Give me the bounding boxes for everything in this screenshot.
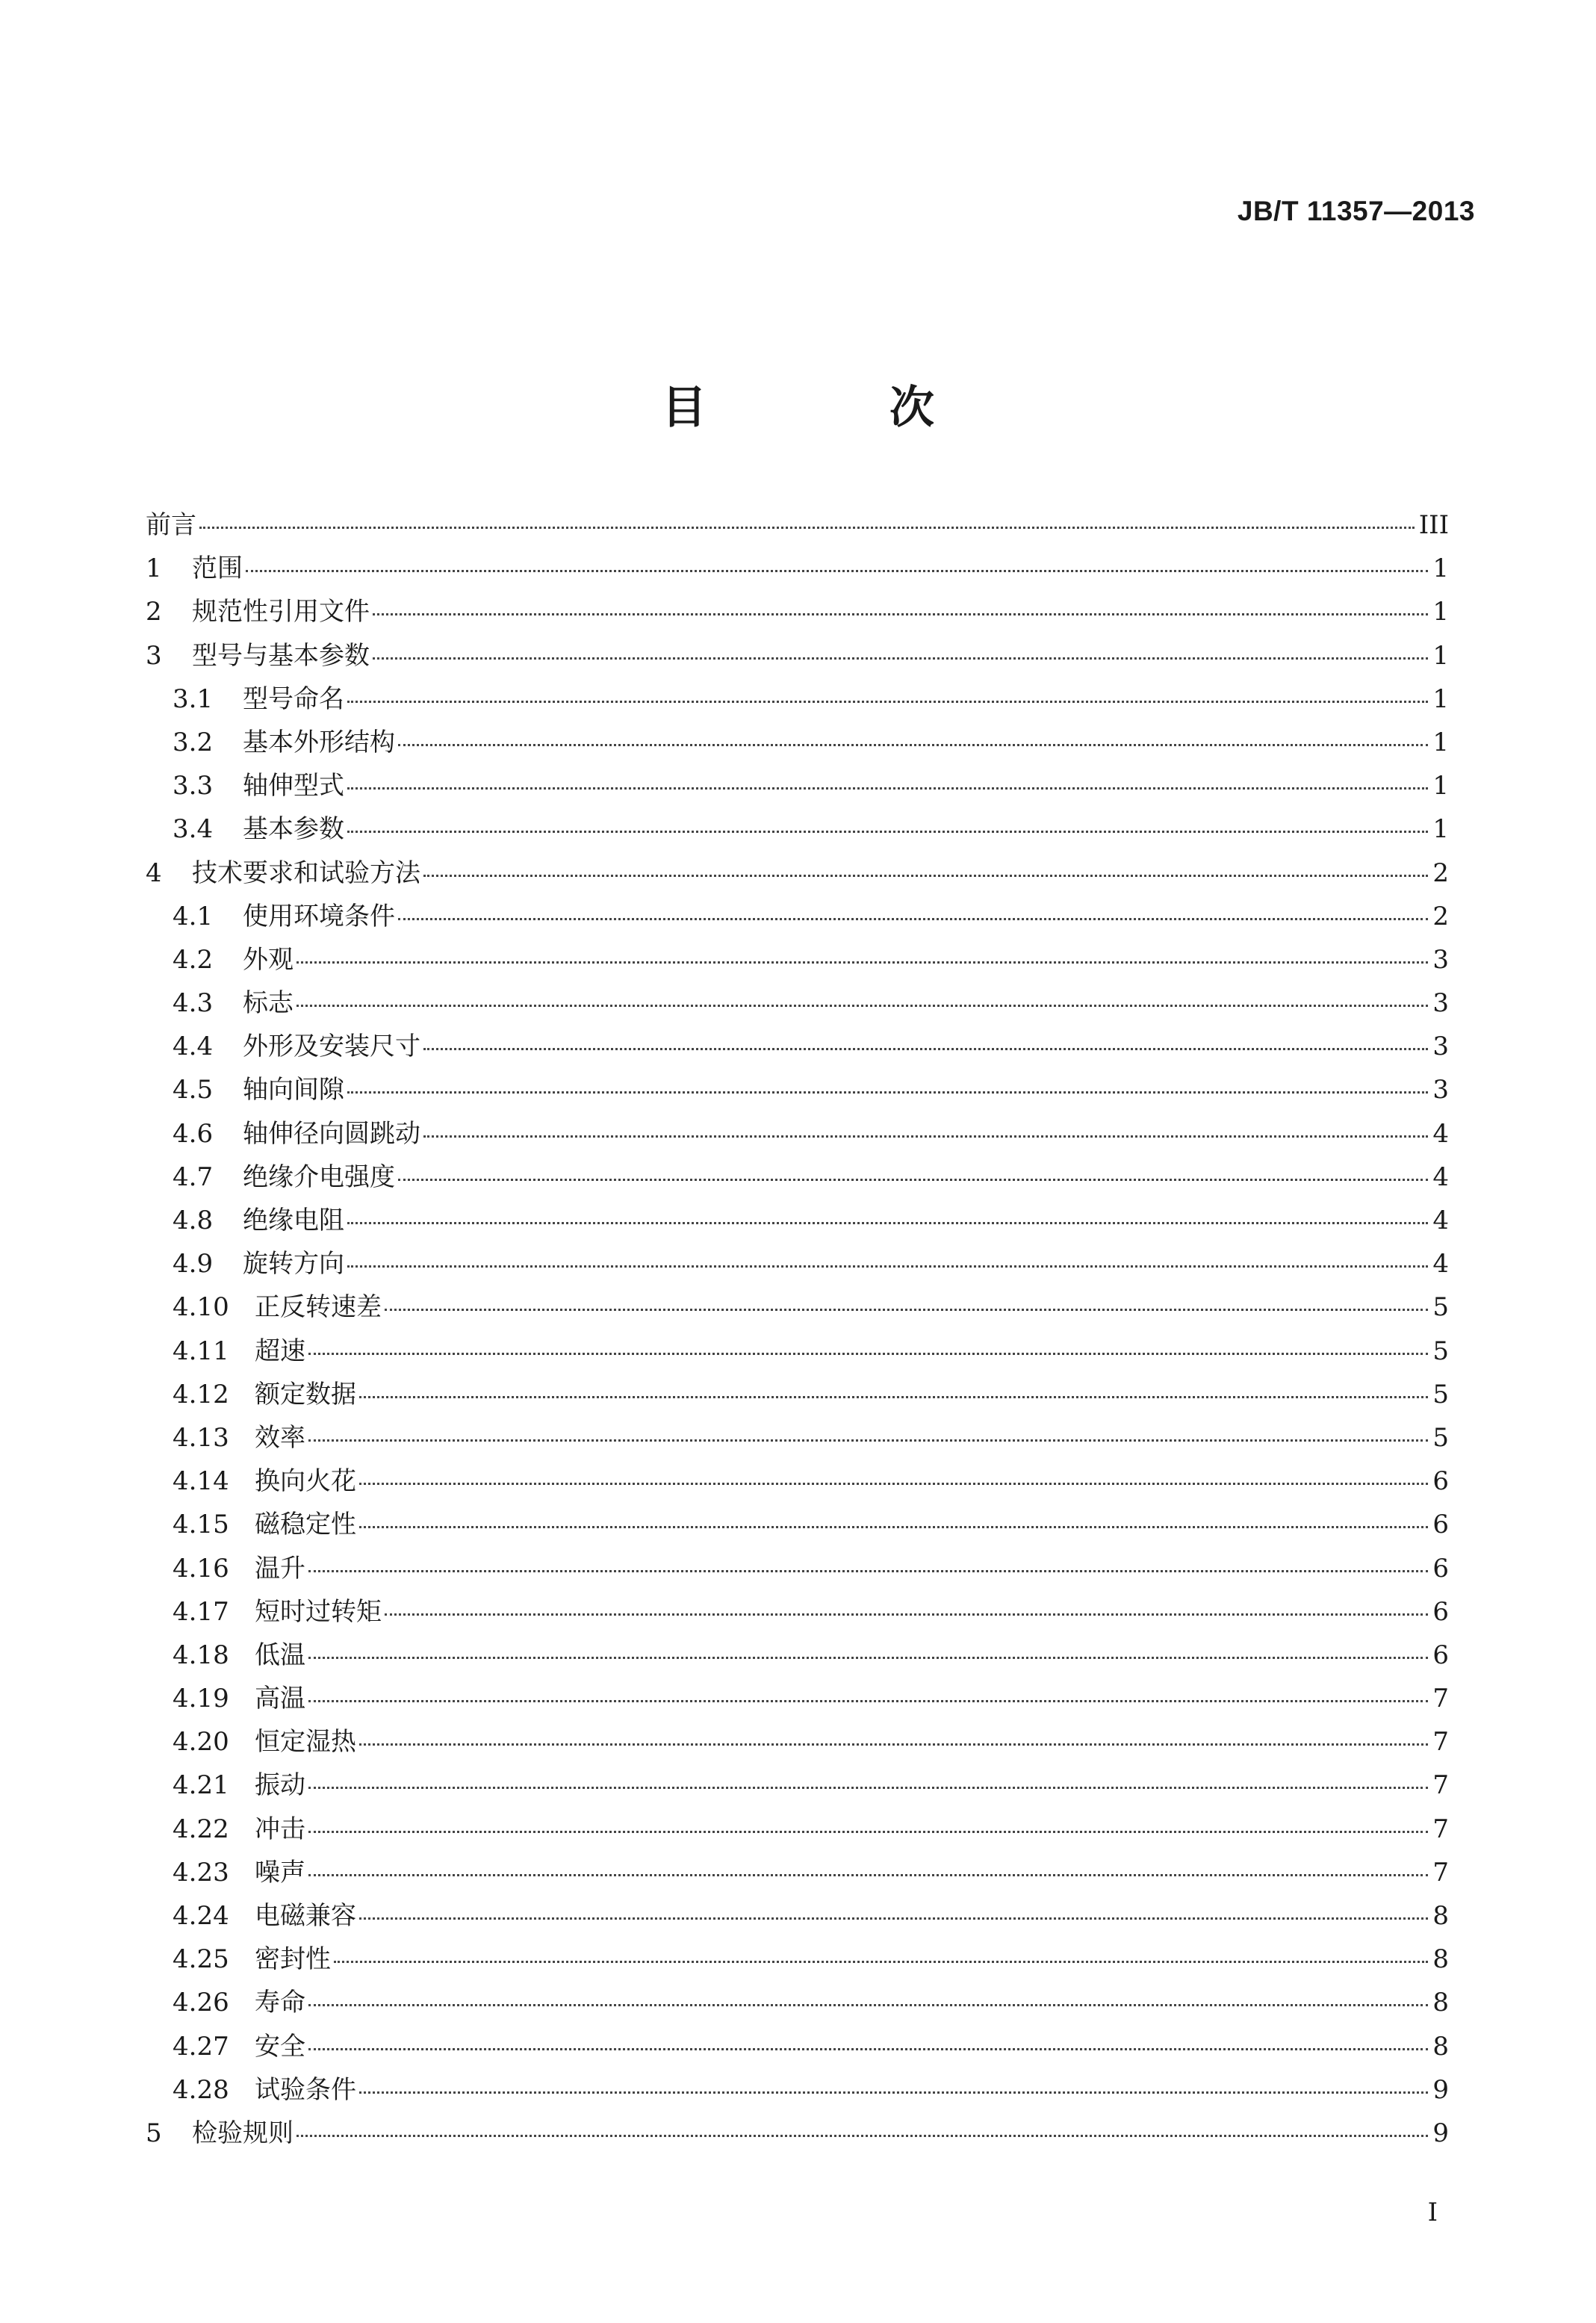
toc-entry-page: 7 bbox=[1432, 1814, 1449, 1844]
toc-entry[interactable] bbox=[146, 1770, 1449, 1814]
toc-leader-dots bbox=[308, 2004, 1428, 2006]
toc-entry[interactable] bbox=[146, 1206, 1449, 1249]
toc-leader-dots bbox=[347, 1091, 1428, 1094]
toc-entry[interactable] bbox=[146, 1597, 1449, 1640]
toc-leader-dots bbox=[359, 1483, 1428, 1485]
toc-leader-dots bbox=[347, 1265, 1428, 1268]
toc-leader-dots bbox=[308, 1439, 1428, 1442]
toc-entry-page: 8 bbox=[1432, 1988, 1449, 2018]
toc-leader-dots bbox=[308, 1874, 1428, 1876]
toc-entry-page: 7 bbox=[1432, 1727, 1449, 1758]
toc-entry-page: 2 bbox=[1432, 857, 1449, 888]
toc-entry-page: 4 bbox=[1432, 1249, 1449, 1280]
toc-entry-number: 4.14 bbox=[173, 1466, 229, 1497]
toc-entry-page: 7 bbox=[1432, 1857, 1449, 1888]
toc-entry-title: 前言 bbox=[146, 510, 196, 540]
toc-entry-page: 1 bbox=[1432, 597, 1449, 627]
toc-entry-title: 绝缘介电强度 bbox=[243, 1162, 395, 1192]
toc-entry-number: 4.3 bbox=[173, 988, 214, 1019]
toc-leader-dots bbox=[359, 1526, 1428, 1528]
toc-leader-dots bbox=[199, 527, 1415, 529]
toc-entry-title: 效率 bbox=[255, 1422, 305, 1453]
toc-leader-dots bbox=[398, 744, 1428, 746]
standard-code: JB/T 11357—2013 bbox=[1237, 196, 1475, 226]
toc-entry-number: 4.13 bbox=[173, 1422, 229, 1453]
toc-entry-title: 正反转速差 bbox=[255, 1292, 382, 1323]
toc-entry-page: 6 bbox=[1432, 1553, 1449, 1584]
toc-entry[interactable] bbox=[146, 1292, 1449, 1336]
toc-entry[interactable] bbox=[146, 1249, 1449, 1292]
toc-entry-number: 4.4 bbox=[173, 1032, 214, 1062]
toc-entry-number: 4.16 bbox=[173, 1553, 229, 1584]
toc-entry-title: 噪声 bbox=[255, 1857, 305, 1888]
toc-entry-number: 4 bbox=[146, 857, 162, 888]
toc-entry[interactable] bbox=[146, 1901, 1449, 1944]
toc-entry[interactable] bbox=[146, 2032, 1449, 2075]
page-number: I bbox=[1427, 2198, 1438, 2227]
toc-entry-page: 2 bbox=[1432, 901, 1449, 931]
toc-entry[interactable] bbox=[146, 684, 1449, 728]
toc-leader-dots bbox=[359, 2091, 1428, 2094]
toc-entry[interactable] bbox=[146, 1944, 1449, 1988]
toc-entry-page: 7 bbox=[1432, 1684, 1449, 1714]
toc-entry[interactable] bbox=[146, 1814, 1449, 1858]
toc-entry[interactable] bbox=[146, 1554, 1449, 1597]
toc-entry[interactable] bbox=[146, 1162, 1449, 1206]
toc-entry-page: 8 bbox=[1432, 1944, 1449, 1975]
toc-entry[interactable] bbox=[146, 1684, 1449, 1727]
toc-entry-page: 8 bbox=[1432, 1901, 1449, 1931]
toc-entry-title: 低温 bbox=[255, 1640, 305, 1670]
toc-entry-page: 3 bbox=[1432, 944, 1449, 975]
toc-entry-title: 密封性 bbox=[255, 1944, 331, 1975]
toc-entry-number: 3.2 bbox=[173, 727, 214, 757]
toc-entry[interactable] bbox=[146, 2075, 1449, 2118]
toc-leader-dots bbox=[296, 2135, 1428, 2137]
toc-entry-page: 9 bbox=[1432, 2074, 1449, 2105]
toc-entry-number: 4.2 bbox=[173, 944, 214, 975]
toc-entry[interactable] bbox=[146, 1858, 1449, 1901]
toc-entry-page: 6 bbox=[1432, 1510, 1449, 1540]
toc-entry-page: 5 bbox=[1432, 1379, 1449, 1409]
toc-leader-dots bbox=[347, 1222, 1428, 1224]
toc-entry-page: 5 bbox=[1432, 1336, 1449, 1366]
toc-leader-dots bbox=[373, 657, 1428, 660]
toc-entry-title: 高温 bbox=[255, 1684, 305, 1714]
toc-leader-dots bbox=[359, 1917, 1428, 1920]
toc-leader-dots bbox=[308, 1570, 1428, 1572]
toc-entry[interactable] bbox=[146, 1075, 1449, 1118]
toc-entry-page: 4 bbox=[1432, 1118, 1449, 1149]
toc-leader-dots bbox=[423, 1135, 1428, 1138]
toc-entry-title: 轴伸径向圆跳动 bbox=[243, 1118, 420, 1149]
toc-entry-title: 电磁兼容 bbox=[255, 1901, 356, 1931]
toc-entry-page: 1 bbox=[1432, 683, 1449, 714]
toc-entry[interactable] bbox=[146, 902, 1449, 945]
toc-leader-dots bbox=[347, 701, 1428, 703]
toc-entry-title: 恒定湿热 bbox=[255, 1727, 356, 1758]
toc-entry-title: 温升 bbox=[255, 1553, 305, 1584]
toc-entry[interactable] bbox=[146, 641, 1449, 684]
toc-entry-page: 1 bbox=[1432, 553, 1449, 584]
toc-leader-dots bbox=[308, 1700, 1428, 1702]
toc-leader-dots bbox=[385, 1309, 1428, 1311]
toc-entry[interactable] bbox=[146, 2118, 1449, 2162]
toc-entry-title: 轴向间隙 bbox=[243, 1075, 344, 1105]
toc-entry-title: 外观 bbox=[243, 944, 294, 975]
toc-entry-number: 4.18 bbox=[173, 1640, 229, 1670]
toc-entry-number: 4.19 bbox=[173, 1684, 229, 1714]
toc-entry-number: 4.20 bbox=[173, 1727, 229, 1758]
toc-leader-dots bbox=[246, 570, 1428, 572]
toc-entry-number: 5 bbox=[146, 2118, 162, 2148]
toc-entry-page: 1 bbox=[1432, 771, 1449, 801]
toc-entry-title: 型号与基本参数 bbox=[192, 640, 370, 671]
toc-entry-page: 6 bbox=[1432, 1596, 1449, 1627]
toc-entry-title: 使用环境条件 bbox=[243, 901, 395, 931]
toc-entry-number: 2 bbox=[146, 597, 162, 627]
toc-leader-dots bbox=[308, 1657, 1428, 1659]
toc-entry-title: 基本外形结构 bbox=[243, 727, 395, 757]
toc-leader-dots bbox=[359, 1396, 1428, 1398]
toc-entry-page: 4 bbox=[1432, 1206, 1449, 1235]
toc-entry-title: 技术要求和试验方法 bbox=[192, 857, 420, 888]
toc-entry-page: 3 bbox=[1432, 988, 1449, 1019]
toc-leader-dots bbox=[423, 1048, 1428, 1050]
toc-leader-dots bbox=[308, 1787, 1428, 1789]
toc-leader-dots bbox=[296, 1005, 1428, 1007]
toc-entry[interactable] bbox=[146, 1640, 1449, 1684]
toc-entry-number: 4.17 bbox=[173, 1596, 229, 1627]
toc-entry[interactable] bbox=[146, 1988, 1449, 2031]
toc-entry-title: 短时过转矩 bbox=[255, 1596, 382, 1627]
toc-entry-number: 4.26 bbox=[173, 1988, 229, 2018]
toc-entry-number: 1 bbox=[146, 553, 162, 584]
toc-entry-title: 寿命 bbox=[255, 1988, 305, 2018]
toc-entry-page: 3 bbox=[1432, 1032, 1449, 1062]
toc-leader-dots bbox=[308, 1353, 1428, 1355]
toc-entry[interactable] bbox=[146, 597, 1449, 640]
toc-entry[interactable] bbox=[146, 1466, 1449, 1510]
toc-entry-number: 4.11 bbox=[173, 1336, 229, 1366]
toc-entry-number: 4.22 bbox=[173, 1814, 229, 1844]
toc-entry-number: 4.21 bbox=[173, 1770, 229, 1801]
toc-entry[interactable] bbox=[146, 771, 1449, 814]
toc-entry-page: 1 bbox=[1432, 640, 1449, 671]
toc-leader-dots bbox=[308, 1831, 1428, 1833]
toc-leader-dots bbox=[296, 961, 1428, 964]
toc-entry-title: 标志 bbox=[243, 988, 294, 1019]
toc-entry[interactable] bbox=[146, 988, 1449, 1032]
toc-entry[interactable] bbox=[146, 858, 1449, 902]
toc-entry-title: 外形及安装尺寸 bbox=[243, 1032, 420, 1062]
toc-entry-number: 4.5 bbox=[173, 1075, 214, 1105]
toc-entry-number: 3 bbox=[146, 640, 162, 671]
toc-entry[interactable] bbox=[146, 814, 1449, 857]
toc-entry[interactable] bbox=[146, 1336, 1449, 1380]
toc-entry-page: 6 bbox=[1432, 1640, 1449, 1670]
toc-entry-title: 冲击 bbox=[255, 1814, 305, 1844]
toc-entry-title: 换向火花 bbox=[255, 1466, 356, 1497]
toc-entry-number: 4.9 bbox=[173, 1249, 214, 1280]
toc-leader-dots bbox=[347, 831, 1428, 833]
toc-entry-title: 型号命名 bbox=[243, 683, 344, 714]
toc-entry-title: 额定数据 bbox=[255, 1379, 356, 1409]
toc-entry-title: 超速 bbox=[255, 1336, 305, 1366]
toc-leader-dots bbox=[308, 2048, 1428, 2050]
toc-entry-page: 5 bbox=[1432, 1422, 1449, 1453]
toc-entry-page: 5 bbox=[1432, 1292, 1449, 1323]
toc-entry-page: III bbox=[1418, 510, 1449, 540]
toc-entry-page: 3 bbox=[1432, 1075, 1449, 1105]
toc-entry[interactable] bbox=[146, 728, 1449, 771]
toc-entry-page: 4 bbox=[1432, 1162, 1449, 1192]
toc-entry-number: 4.24 bbox=[173, 1901, 229, 1931]
toc-entry[interactable] bbox=[146, 1119, 1449, 1162]
toc-entry[interactable] bbox=[146, 1510, 1449, 1553]
toc-entry-title: 检验规则 bbox=[192, 2118, 294, 2148]
toc-entry-title: 基本参数 bbox=[243, 814, 344, 845]
toc-entry-title: 振动 bbox=[255, 1770, 305, 1801]
toc-entry-number: 4.6 bbox=[173, 1118, 214, 1149]
toc-entry-page: 7 bbox=[1432, 1770, 1449, 1801]
toc-entry[interactable] bbox=[146, 510, 1449, 553]
toc-entry-page: 9 bbox=[1432, 2118, 1449, 2148]
toc-entry-number: 4.25 bbox=[173, 1944, 229, 1975]
toc-entry-title: 试验条件 bbox=[255, 2074, 356, 2105]
toc-entry-number: 4.8 bbox=[173, 1206, 214, 1235]
toc-entry-number: 4.15 bbox=[173, 1510, 229, 1540]
toc-leader-dots bbox=[359, 1743, 1428, 1746]
toc-leader-dots bbox=[398, 1179, 1428, 1181]
toc-entry-number: 3.1 bbox=[173, 683, 214, 714]
toc-entry-title: 轴伸型式 bbox=[243, 771, 344, 801]
toc-leader-dots bbox=[334, 1961, 1428, 1963]
toc-entry-title: 旋转方向 bbox=[243, 1249, 344, 1280]
toc-entry-title: 范围 bbox=[192, 553, 243, 584]
toc-leader-dots bbox=[385, 1613, 1428, 1616]
page-title: 目 次 bbox=[662, 382, 1018, 434]
toc-entry-number: 4.23 bbox=[173, 1857, 229, 1888]
toc-entry-number: 4.1 bbox=[173, 901, 214, 931]
toc-entry-number: 4.12 bbox=[173, 1379, 229, 1409]
toc-leader-dots bbox=[423, 875, 1428, 877]
toc-entry-title: 规范性引用文件 bbox=[192, 597, 370, 627]
toc-entry[interactable] bbox=[146, 1380, 1449, 1423]
toc-leader-dots bbox=[347, 787, 1428, 790]
toc-entry[interactable] bbox=[146, 1727, 1449, 1770]
toc-entry-page: 1 bbox=[1432, 727, 1449, 757]
table-of-contents bbox=[146, 510, 1449, 2162]
toc-entry[interactable] bbox=[146, 553, 1449, 597]
toc-entry[interactable] bbox=[146, 1423, 1449, 1466]
toc-leader-dots bbox=[373, 613, 1428, 615]
toc-entry-number: 3.3 bbox=[173, 771, 214, 801]
toc-entry-number: 4.10 bbox=[173, 1292, 229, 1323]
toc-entry-title: 磁稳定性 bbox=[255, 1510, 356, 1540]
toc-entry-page: 6 bbox=[1432, 1466, 1449, 1497]
toc-entry-title: 安全 bbox=[255, 2031, 305, 2062]
toc-entry-page: 8 bbox=[1432, 2031, 1449, 2062]
toc-entry-number: 3.4 bbox=[173, 814, 214, 845]
toc-entry[interactable] bbox=[146, 945, 1449, 988]
toc-entry-page: 1 bbox=[1432, 814, 1449, 845]
toc-entry[interactable] bbox=[146, 1032, 1449, 1075]
toc-entry-number: 4.7 bbox=[173, 1162, 214, 1192]
toc-leader-dots bbox=[398, 918, 1428, 920]
toc-entry-number: 4.28 bbox=[173, 2074, 229, 2105]
toc-entry-number: 4.27 bbox=[173, 2031, 229, 2062]
toc-entry-title: 绝缘电阻 bbox=[243, 1206, 344, 1235]
